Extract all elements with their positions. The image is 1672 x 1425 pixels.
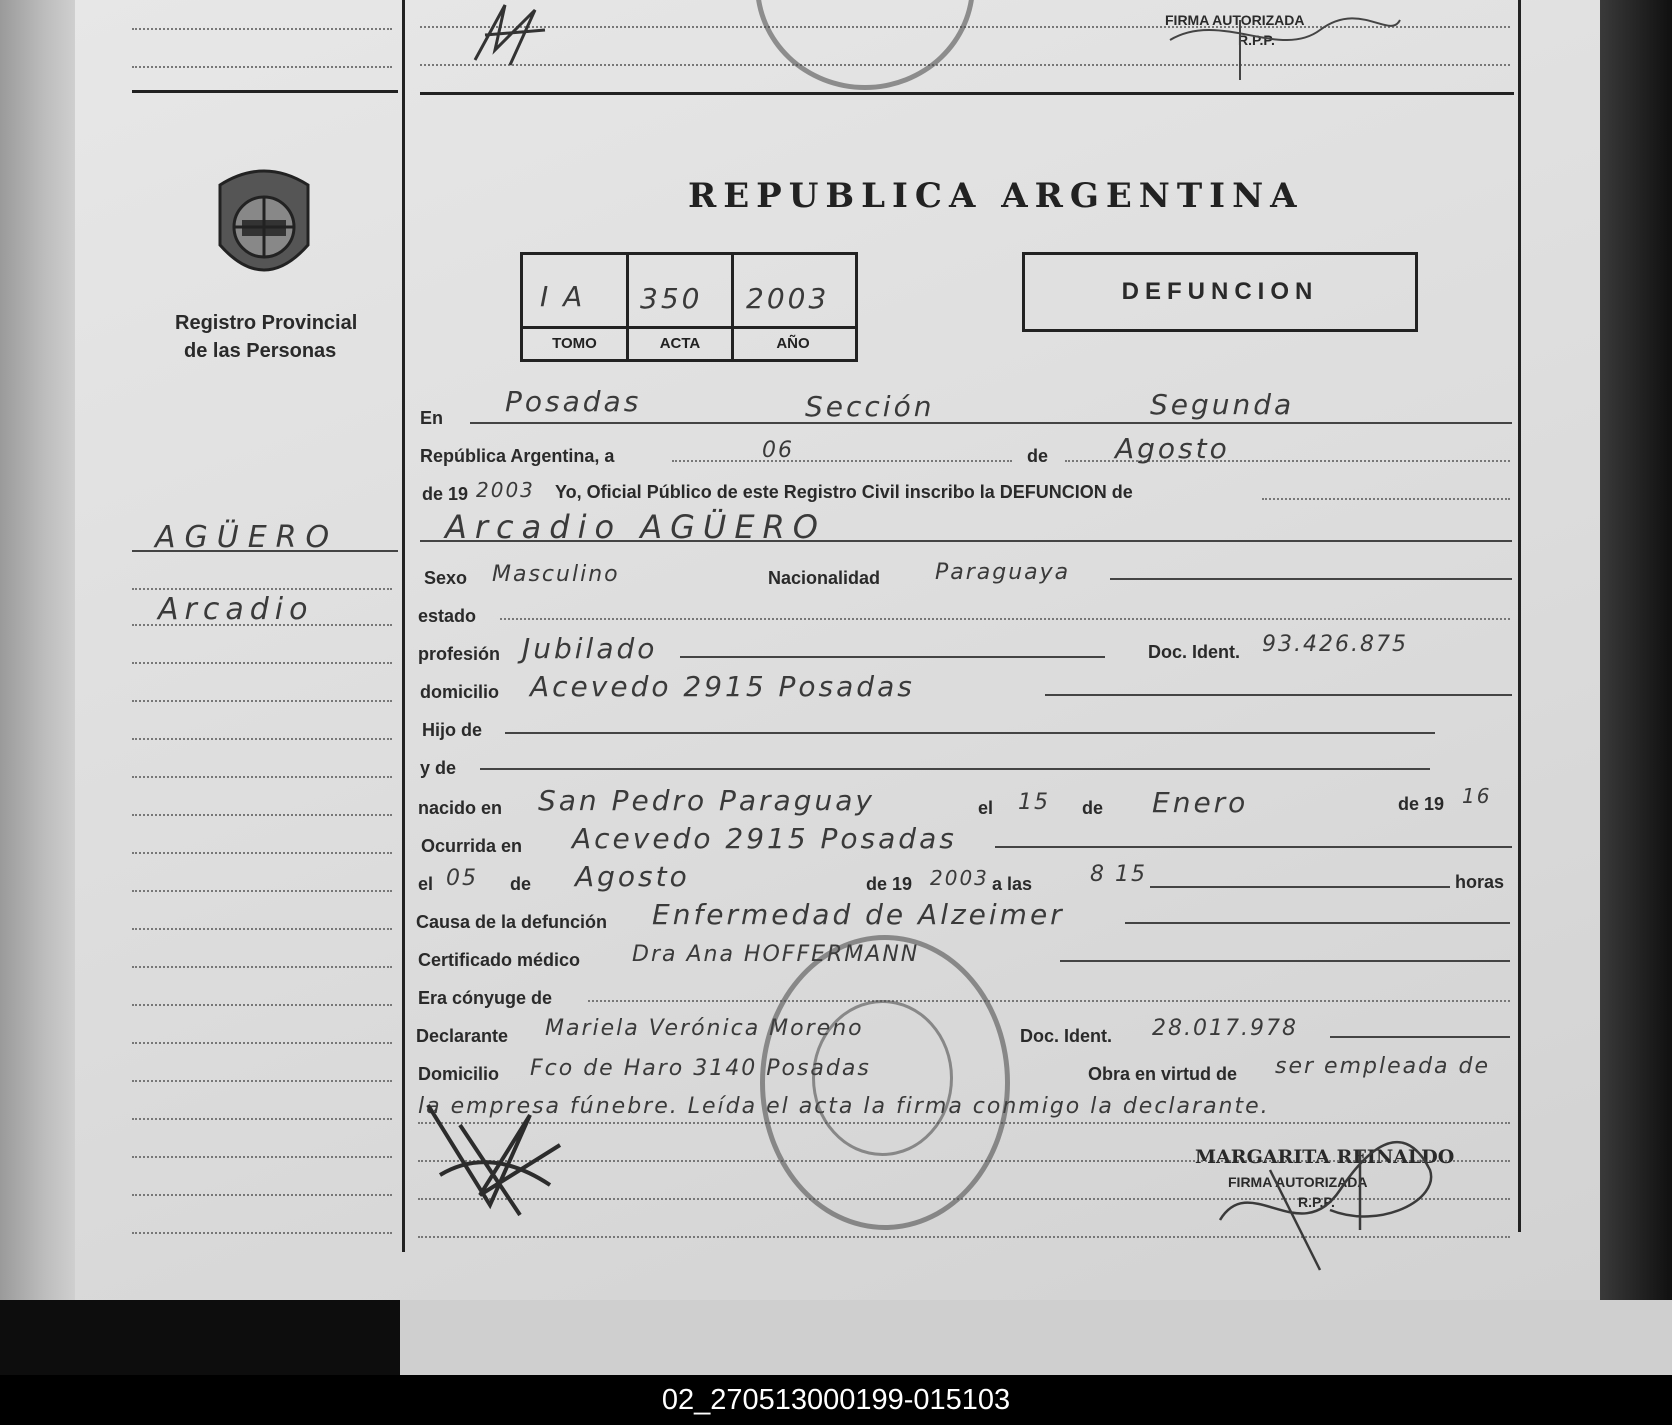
book-cover-bottom <box>0 1300 400 1375</box>
label-nacionalidad: Nacionalidad <box>768 568 881 588</box>
margin-given-name: Arcadio <box>158 592 314 627</box>
right-border <box>1518 0 1521 1232</box>
label-el-nac: el <box>978 798 994 818</box>
label-de-month: de <box>1027 446 1049 466</box>
desk-edge-left <box>0 0 75 1375</box>
margin-dotline <box>132 588 392 590</box>
label-republica: República Argentina, a <box>420 446 615 466</box>
value-ocurrida-en: Acevedo 2915 Posadas <box>572 822 957 855</box>
label-domicilio: domicilio <box>420 682 500 702</box>
value-profesion: Jubilado <box>522 632 658 665</box>
margin-dotline <box>132 928 392 930</box>
declarant-signature <box>420 1085 570 1225</box>
value-nacido-en: San Pedro Paraguay <box>538 784 875 817</box>
value-nac-mes: Enero <box>1152 786 1249 819</box>
registry-line2: de las Personas <box>184 340 337 362</box>
authorized-name: MARGARITA REINALDO <box>1195 1146 1455 1168</box>
value-certificado: Dra Ana HOFFERMANN <box>632 942 920 967</box>
label-doc-ident-decl: Doc. Ident. <box>1020 1026 1113 1046</box>
value-declarante: Mariela Verónica Moreno <box>545 1016 864 1041</box>
field-line <box>1262 498 1510 500</box>
value-segunda: Segunda <box>1150 388 1295 421</box>
label-nacido-en: nacido en <box>418 798 503 818</box>
label-de19-def: de 19 <box>866 874 913 894</box>
value-causa: Enfermedad de Alzeimer <box>652 898 1065 931</box>
field-line <box>995 846 1512 848</box>
province-emblem <box>212 165 316 290</box>
margin-dotline <box>132 66 392 68</box>
field-line <box>1110 578 1512 580</box>
margin-dotline <box>132 1080 392 1082</box>
field-line <box>680 656 1105 658</box>
value-month: Agosto <box>1115 432 1230 465</box>
field-line <box>672 460 1012 462</box>
top-signature-mark <box>465 0 555 70</box>
field-line <box>1150 886 1450 888</box>
field-line <box>505 732 1435 734</box>
authorized-top-label: FIRMA AUTORIZADA <box>1165 12 1305 28</box>
label-estado: estado <box>418 606 477 626</box>
margin-dotline <box>132 28 392 30</box>
value-sexo: Masculino <box>492 562 620 587</box>
value-domicilio: Acevedo 2915 Posadas <box>530 670 915 703</box>
margin-dotline <box>132 1156 392 1158</box>
label-de-nac: de <box>1082 798 1104 818</box>
label-sexo: Sexo <box>424 568 468 588</box>
margin-dotline <box>132 966 392 968</box>
margin-dotline <box>132 1118 392 1120</box>
ano-value: 2003 <box>746 282 830 315</box>
value-full-name: Arcadio AGÜERO <box>445 508 826 546</box>
label-de19-nac: de 19 <box>1398 794 1445 814</box>
field-line <box>480 768 1430 770</box>
field-line <box>1330 1036 1510 1038</box>
value-nac-dia: 15 <box>1018 790 1050 815</box>
margin-dotline <box>132 700 392 702</box>
value-seccion: Sección <box>805 390 935 423</box>
tomo-label: TOMO <box>552 335 597 352</box>
label-a-las: a las <box>992 874 1033 894</box>
label-doc-ident: Doc. Ident. <box>1148 642 1241 662</box>
label-obra: Obra en virtud de <box>1088 1064 1238 1084</box>
value-def-mes: Agosto <box>575 860 690 893</box>
value-obra-cont: la empresa fúnebre. Leída el acta la firma conmigo la declarante. <box>418 1094 1270 1119</box>
image-caption: 02_270513000199-015103 <box>0 1375 1672 1425</box>
label-el-def: el <box>418 874 434 894</box>
margin-dotline <box>132 1004 392 1006</box>
value-city: Posadas <box>505 385 642 418</box>
top-rule-right <box>420 92 1514 95</box>
top-rule-left <box>132 90 398 93</box>
value-doc: 93.426.875 <box>1262 632 1408 657</box>
label-declarante: Declarante <box>416 1026 509 1046</box>
value-def-anio: 2003 <box>930 866 989 890</box>
label-causa: Causa de la defunción <box>416 912 608 932</box>
value-day: 06 <box>762 438 794 463</box>
margin-dotline <box>132 1042 392 1044</box>
registry-line1: Registro Provincial <box>175 312 358 334</box>
tomo-value: I A <box>540 280 586 313</box>
label-domicilio-decl: Domicilio <box>418 1064 500 1084</box>
page-underlay <box>400 1300 1672 1375</box>
label-hijo-de: Hijo de <box>422 720 483 740</box>
field-line <box>1060 960 1510 962</box>
authorized-office: R.P.P. <box>1298 1194 1335 1210</box>
label-de19: de 19 <box>422 484 469 504</box>
country-title: REPUBLICA ARGENTINA <box>688 176 1304 216</box>
label-conyuge: Era cónyuge de <box>418 988 553 1008</box>
margin-dotline <box>132 738 392 740</box>
value-year: 2003 <box>476 478 535 502</box>
authorized-role: FIRMA AUTORIZADA <box>1228 1174 1368 1190</box>
margin-dotline <box>132 776 392 778</box>
field-line <box>500 618 1510 620</box>
value-nacionalidad: Paraguaya <box>935 560 1071 585</box>
field-line <box>470 422 1512 424</box>
acta-label: ACTA <box>659 335 701 352</box>
top-authorized-signature <box>1160 0 1410 90</box>
margin-dotline <box>132 890 392 892</box>
margin-solidline <box>132 550 398 552</box>
record-type: DEFUNCION <box>1121 278 1319 305</box>
label-profesion: profesión <box>418 644 501 664</box>
field-line <box>1045 694 1512 696</box>
label-inscribo: Yo, Oficial Público de este Registro Civil inscribo la DEFUNCION de <box>555 482 1133 502</box>
field-line <box>420 540 1512 542</box>
field-line <box>1125 922 1510 924</box>
margin-divider <box>402 0 405 1252</box>
margin-dotline <box>132 852 392 854</box>
margin-dotline <box>132 1194 392 1196</box>
value-obra: ser empleada de <box>1275 1054 1491 1079</box>
value-def-dia: 05 <box>446 866 478 891</box>
registry-seal-inner <box>812 1000 953 1156</box>
ano-label: AÑO <box>776 335 810 352</box>
book-spine-shadow <box>1600 0 1672 1300</box>
field-line <box>588 1000 1510 1002</box>
value-nac-anio: 16 <box>1462 784 1492 808</box>
authorized-signature <box>1210 1110 1450 1280</box>
margin-dotline <box>132 814 392 816</box>
label-horas: horas <box>1455 872 1505 892</box>
label-ocurrida-en: Ocurrida en <box>421 836 523 856</box>
label-en: En <box>420 408 444 428</box>
margin-dotline <box>132 624 392 626</box>
value-decl-doc: 28.017.978 <box>1152 1016 1298 1041</box>
label-y-de: y de <box>420 758 457 778</box>
value-decl-domicilio: Fco de Haro 3140 Posadas <box>530 1056 871 1081</box>
value-hora: 8 15 <box>1090 862 1147 887</box>
margin-surname: AGÜERO <box>155 520 339 555</box>
margin-dotline <box>132 662 392 664</box>
margin-dotline <box>132 1232 392 1234</box>
label-de-def: de <box>510 874 532 894</box>
record-table-rule <box>520 326 858 329</box>
label-certificado: Certificado médico <box>418 950 581 970</box>
authorized-top-office: R.P.P. <box>1238 32 1275 48</box>
acta-value: 350 <box>640 282 703 315</box>
